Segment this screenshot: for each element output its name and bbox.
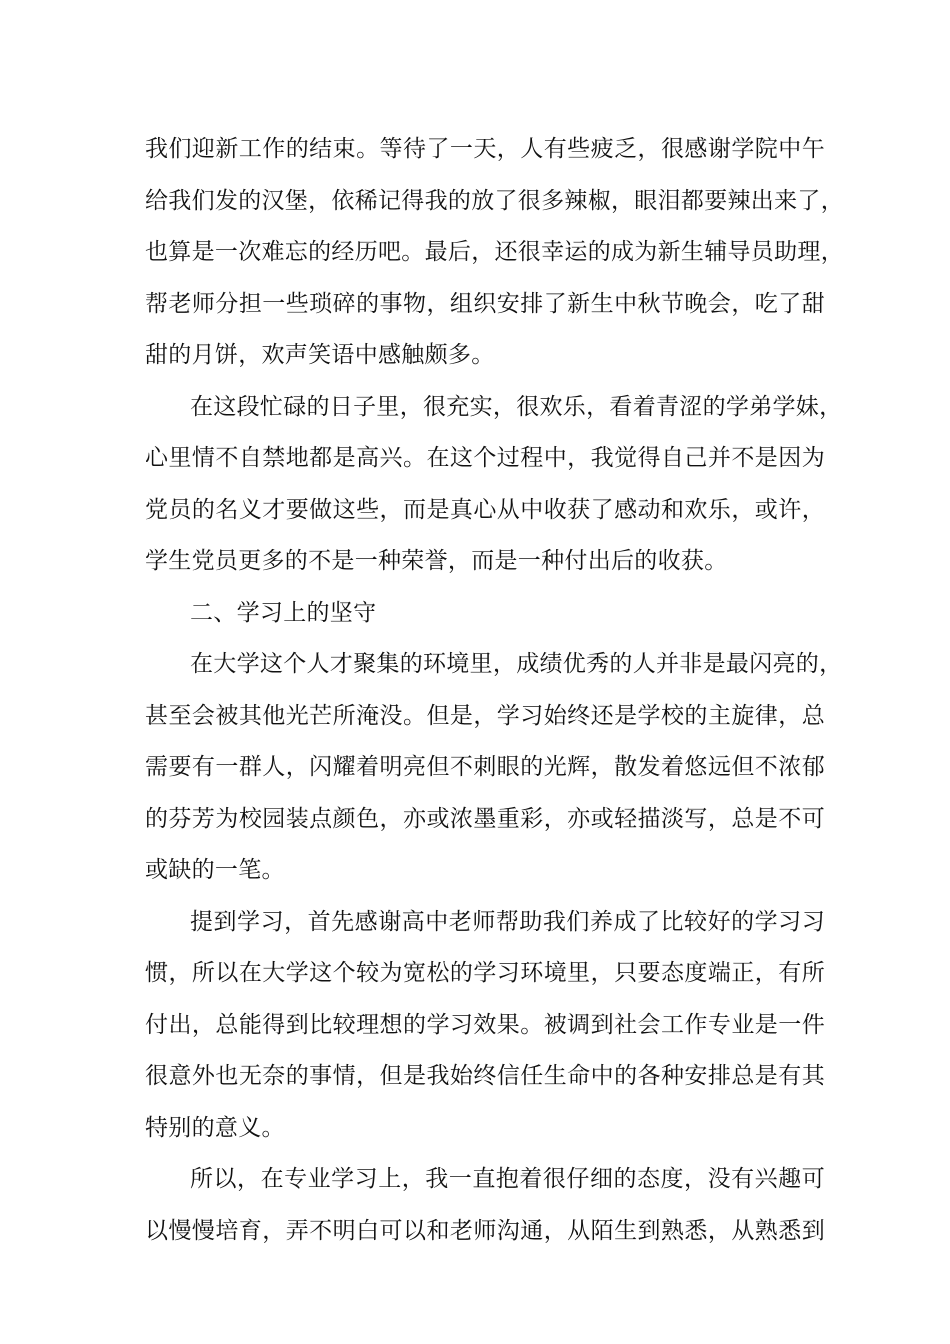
text-line: 甚至会被其他光芒所淹没。但是，学习始终还是学校的主旋律，总 (145, 703, 825, 729)
text-line: 提到学习，首先感谢高中老师帮助我们养成了比较好的学习习 (190, 909, 825, 935)
text-line: 给我们发的汉堡，依稀记得我的放了很多辣椒，眼泪都要辣出来了， (145, 188, 844, 214)
text-line: 很意外也无奈的事情，但是我始终信任生命中的各种安排总是有其 (145, 1063, 825, 1089)
text-line: 我们迎新工作的结束。等待了一天，人有些疲乏，很感谢学院中午 (145, 136, 825, 162)
text-line: 心里情不自禁地都是高兴。在这个过程中，我觉得自己并不是因为 (145, 445, 825, 471)
text-line: 所以，在专业学习上，我一直抱着很仔细的态度，没有兴趣可 (190, 1166, 825, 1192)
text-line: 付出，总能得到比较理想的学习效果。被调到社会工作专业是一件 (145, 1012, 825, 1038)
text-line: 惯，所以在大学这个较为宽松的学习环境里，只要态度端正，有所 (145, 960, 825, 986)
text-line: 需要有一群人，闪耀着明亮但不刺眼的光辉，散发着悠远但不浓郁 (145, 754, 825, 780)
text-line: 在大学这个人才聚集的环境里，成绩优秀的人并非是最闪亮的， (190, 651, 843, 677)
text-line: 学生党员更多的不是一种荣誉，而是一种付出后的收获。 (145, 548, 728, 574)
section-heading: 二、学习上的坚守 (190, 600, 377, 626)
text-line: 的芬芳为校园装点颜色，亦或浓墨重彩，亦或轻描淡写，总是不可 (145, 806, 825, 832)
text-line: 在这段忙碌的日子里，很充实，很欢乐，看着青涩的学弟学妹， (190, 394, 843, 420)
text-line: 帮老师分担一些琐碎的事物，组织安排了新生中秋节晚会，吃了甜 (145, 291, 825, 317)
text-line: 甜的月饼，欢声笑语中感触颇多。 (145, 342, 495, 368)
text-line: 党员的名义才要做这些，而是真心从中收获了感动和欢乐，或许， (145, 497, 825, 523)
text-line: 也算是一次难忘的经历吧。最后，还很幸运的成为新生辅导员助理， (145, 239, 844, 265)
text-line: 以慢慢培育，弄不明白可以和老师沟通，从陌生到熟悉，从熟悉到 (145, 1218, 825, 1244)
text-line: 或缺的一笔。 (145, 857, 285, 883)
text-line: 特别的意义。 (145, 1115, 285, 1141)
